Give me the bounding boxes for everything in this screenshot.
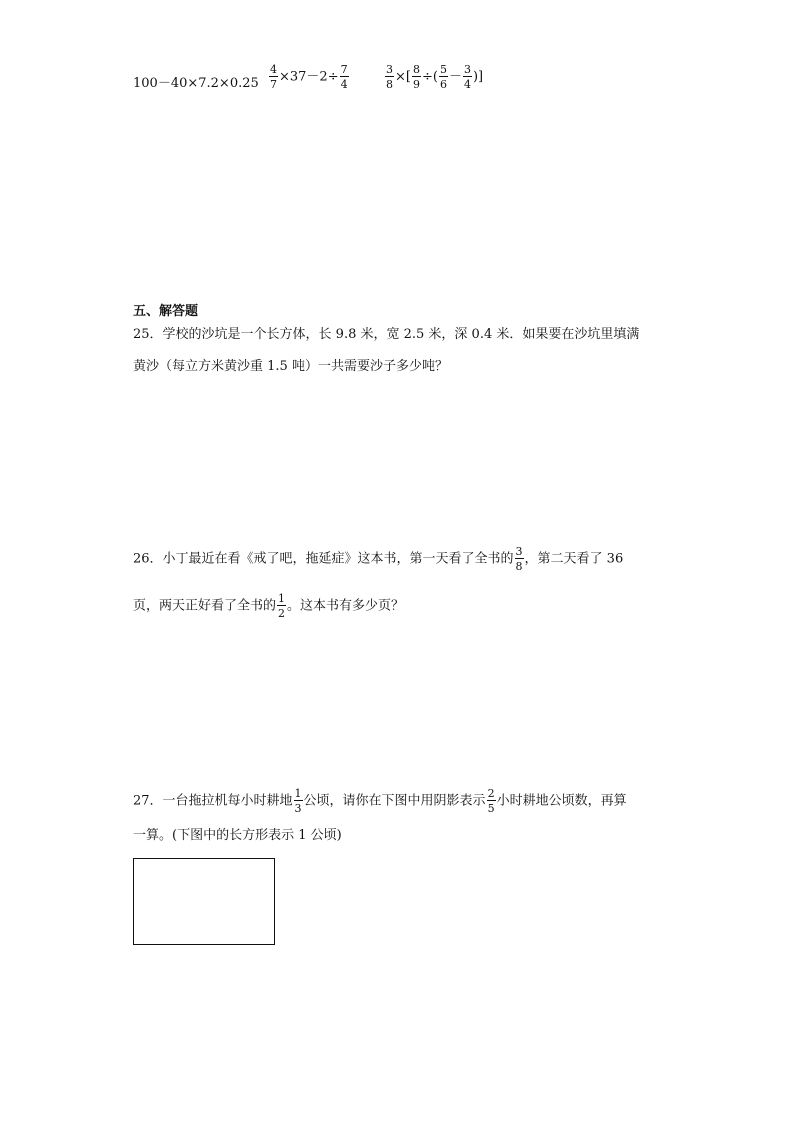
fraction: $\frac{3}{4}$: [463, 63, 471, 91]
question-25-line-1: 25．学校的沙坑是一个长方体，长 9.8 米，宽 2.5 米，深 0.4 米．如果要在沙坑里填满: [133, 327, 640, 342]
fraction: $\frac{5}{6}$: [439, 63, 447, 91]
question-26-line-2: 页，两天正好看了全书的 $\frac{1}{2}$ 。这本书有多少页？: [133, 592, 405, 620]
fraction: $\frac{8}{9}$: [412, 63, 420, 91]
fraction: $\frac{2}{5}$: [487, 787, 495, 815]
expression-2: $\frac{4}{7}$ ×37－2÷ $\frac{7}{4}$: [270, 63, 348, 91]
question-27-line-1: 27．一台拖拉机每小时耕地 $\frac{1}{3}$ 公顷，请你在下图中用阴影表示 $\frac{2}{5}$ 小时耕地公顷数，再算: [133, 787, 627, 815]
fraction: $\frac{3}{8}$: [386, 63, 393, 91]
fraction: $\frac{3}{8}$: [515, 545, 523, 573]
fraction: $\frac{1}{2}$: [278, 592, 286, 620]
expression-1: 100－40×7.2×0.25: [133, 76, 259, 91]
hectare-rectangle[interactable]: [133, 858, 275, 945]
section-title: 五、解答题: [133, 304, 199, 319]
fraction: $\frac{1}{3}$: [294, 787, 302, 815]
question-27-line-2: 一算。(下图中的长方形表示 1 公顷): [133, 828, 342, 843]
expression-3: $\frac{3}{8}$ ×[ $\frac{8}{9}$ ÷( $\frac{5}{6}$ － $\frac{3}{4}$ )]: [386, 63, 484, 91]
question-25-line-2: 黄沙（每立方米黄沙重 1.5 吨）一共需要沙子多少吨？: [133, 359, 448, 374]
fraction: $\frac{4}{7}$: [270, 63, 277, 91]
fraction: $\frac{7}{4}$: [340, 63, 348, 91]
question-26-line-1: 26．小丁最近在看《戒了吧，拖延症》这本书，第一天看了全书的 $\frac{3}{8}$ ，第二天看了 36: [133, 545, 624, 573]
